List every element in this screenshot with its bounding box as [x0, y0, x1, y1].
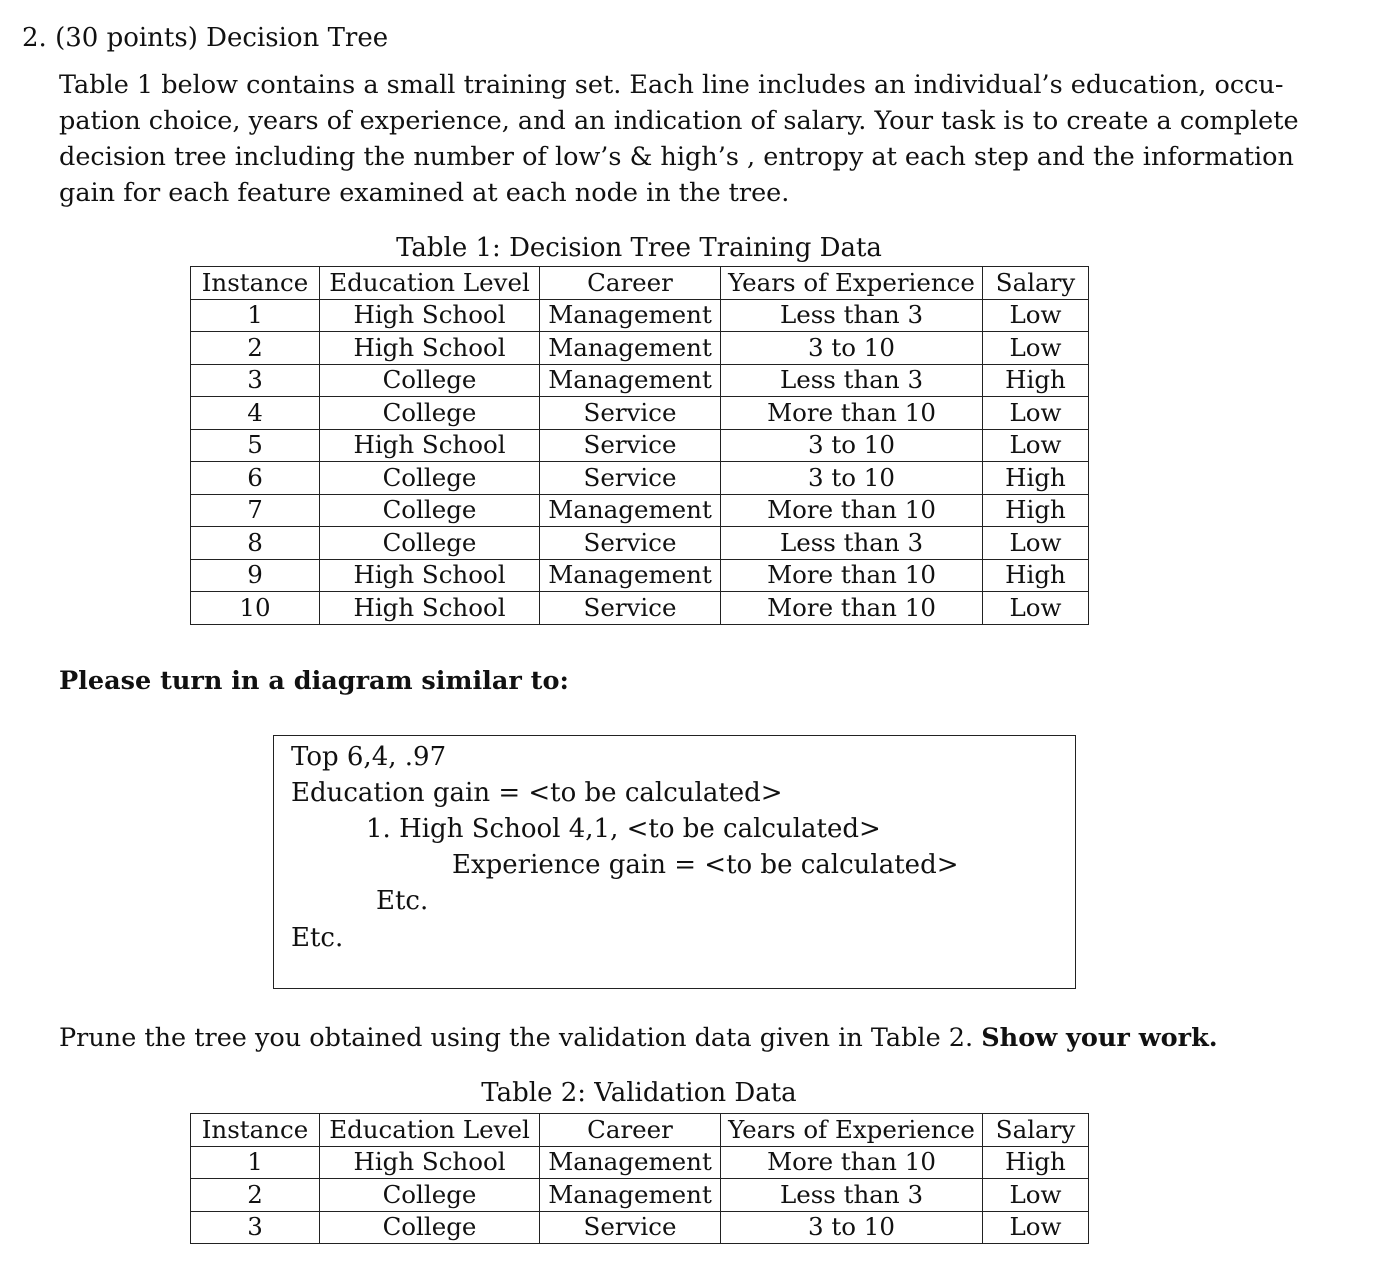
table-row — [191, 332, 1089, 365]
table-cell: Low — [983, 527, 1089, 560]
diagram-prompt: Please turn in a diagram similar to: — [59, 666, 569, 696]
problem-title: Decision Tree — [206, 23, 389, 53]
column-header: Years of Experience — [721, 267, 983, 300]
example-diagram-box — [273, 735, 1076, 989]
table-cell: College — [320, 494, 540, 527]
column-header: Education Level — [320, 267, 540, 300]
table-cell: 8 — [191, 527, 320, 560]
table-cell: High — [983, 1146, 1089, 1179]
table-cell: High School — [320, 559, 540, 592]
table-cell: College — [320, 1211, 540, 1244]
table-cell: 3 to 10 — [721, 1211, 983, 1244]
table-cell: Service — [540, 592, 721, 625]
table-cell: 3 to 10 — [721, 429, 983, 462]
table-cell: High — [983, 494, 1089, 527]
table-cell: Management — [540, 494, 721, 527]
table-cell: Less than 3 — [721, 527, 983, 560]
table-cell: 7 — [191, 494, 320, 527]
table-cell: More than 10 — [721, 592, 983, 625]
table-cell: College — [320, 364, 540, 397]
table-cell: Low — [983, 332, 1089, 365]
table-cell: 1 — [191, 299, 320, 332]
table-cell: 2 — [191, 1179, 320, 1212]
table-cell: High — [983, 462, 1089, 495]
table-cell: Management — [540, 1146, 721, 1179]
table-row — [191, 299, 1089, 332]
table-cell: 9 — [191, 559, 320, 592]
table-cell: More than 10 — [721, 397, 983, 430]
table-cell: High School — [320, 299, 540, 332]
table-row — [191, 592, 1089, 625]
diagram-etc-inner: Etc. — [376, 886, 429, 916]
training-rows — [191, 299, 1089, 624]
table-cell: 3 — [191, 1211, 320, 1244]
table-cell: 4 — [191, 397, 320, 430]
column-header: Instance — [191, 267, 320, 300]
diagram-education-gain: Education gain = <to be calculated> — [291, 778, 783, 808]
table-cell: Service — [540, 397, 721, 430]
intro-line: gain for each feature examined at each node in the tree. — [59, 178, 790, 208]
table-cell: Low — [983, 592, 1089, 625]
table-cell: High — [983, 559, 1089, 592]
table-cell: High School — [320, 1146, 540, 1179]
table-row — [191, 1179, 1089, 1212]
table-cell: Management — [540, 332, 721, 365]
table-row — [191, 559, 1089, 592]
validation-data-table — [190, 1113, 1089, 1244]
table-cell: 5 — [191, 429, 320, 462]
table-cell: 6 — [191, 462, 320, 495]
table-cell: More than 10 — [721, 494, 983, 527]
intro-line: Table 1 below contains a small training set. Each line includes an individual’s education, occu- — [59, 70, 1284, 100]
table-cell: College — [320, 527, 540, 560]
table-cell: High — [983, 364, 1089, 397]
table-cell: More than 10 — [721, 559, 983, 592]
table-cell: Less than 3 — [721, 364, 983, 397]
table-cell: 10 — [191, 592, 320, 625]
column-header: Instance — [191, 1114, 320, 1147]
column-header: Career — [540, 267, 721, 300]
table-cell: College — [320, 462, 540, 495]
table-cell: College — [320, 397, 540, 430]
column-header: Salary — [983, 1114, 1089, 1147]
table-cell: Management — [540, 299, 721, 332]
column-header: Salary — [983, 267, 1089, 300]
problem-points: (30 points) — [55, 23, 198, 53]
table-cell: High School — [320, 332, 540, 365]
table-cell: High School — [320, 592, 540, 625]
table-cell: Service — [540, 527, 721, 560]
table-cell: More than 10 — [721, 1146, 983, 1179]
validation-rows — [191, 1146, 1089, 1244]
table1-caption: Table 1: Decision Tree Training Data — [396, 233, 882, 263]
table-cell: Low — [983, 299, 1089, 332]
intro-paragraph — [59, 67, 1299, 211]
table-header-row — [191, 1114, 1089, 1147]
table-cell: Low — [983, 1179, 1089, 1212]
diagram-experience-gain: Experience gain = <to be calculated> — [452, 850, 959, 880]
table-row — [191, 364, 1089, 397]
table-row — [191, 527, 1089, 560]
table-header-row — [191, 267, 1089, 300]
diagram-high-school-node: 1. High School 4,1, <to be calculated> — [366, 814, 881, 844]
column-header: Career — [540, 1114, 721, 1147]
prune-text: Prune the tree you obtained using the validation data given in Table 2. — [59, 1023, 974, 1053]
table-cell: Service — [540, 1211, 721, 1244]
table-cell: Management — [540, 1179, 721, 1212]
table-row — [191, 1146, 1089, 1179]
table-cell: Low — [983, 1211, 1089, 1244]
table-cell: Low — [983, 429, 1089, 462]
problem-number: 2. — [22, 23, 47, 53]
table-row — [191, 429, 1089, 462]
intro-line: pation choice, years of experience, and an indication of salary. Your task is to create a complete — [59, 106, 1299, 136]
table-cell: Low — [983, 397, 1089, 430]
table-cell: 3 to 10 — [721, 462, 983, 495]
intro-line: decision tree including the number of low’s & high’s , entropy at each step and the information — [59, 142, 1294, 172]
table-row — [191, 1211, 1089, 1244]
table-row — [191, 494, 1089, 527]
diagram-etc-outer: Etc. — [291, 923, 344, 953]
table-cell: Service — [540, 462, 721, 495]
table-cell: 3 to 10 — [721, 332, 983, 365]
table-cell: Management — [540, 364, 721, 397]
table-cell: High School — [320, 429, 540, 462]
diagram-top-node: Top 6,4, .97 — [291, 742, 447, 772]
table-row — [191, 462, 1089, 495]
column-header: Education Level — [320, 1114, 540, 1147]
table-cell: College — [320, 1179, 540, 1212]
table-cell: Management — [540, 559, 721, 592]
table-cell: Less than 3 — [721, 1179, 983, 1212]
prune-bold-text: Show your work. — [981, 1023, 1218, 1053]
column-header: Years of Experience — [721, 1114, 983, 1147]
table2-caption: Table 2: Validation Data — [481, 1078, 797, 1108]
table-row — [191, 397, 1089, 430]
table-cell: Service — [540, 429, 721, 462]
training-data-table — [190, 266, 1089, 625]
table-cell: 1 — [191, 1146, 320, 1179]
table-cell: Less than 3 — [721, 299, 983, 332]
table-cell: 3 — [191, 364, 320, 397]
prune-instruction — [59, 1020, 1218, 1056]
problem-heading — [22, 20, 388, 56]
table-cell: 2 — [191, 332, 320, 365]
